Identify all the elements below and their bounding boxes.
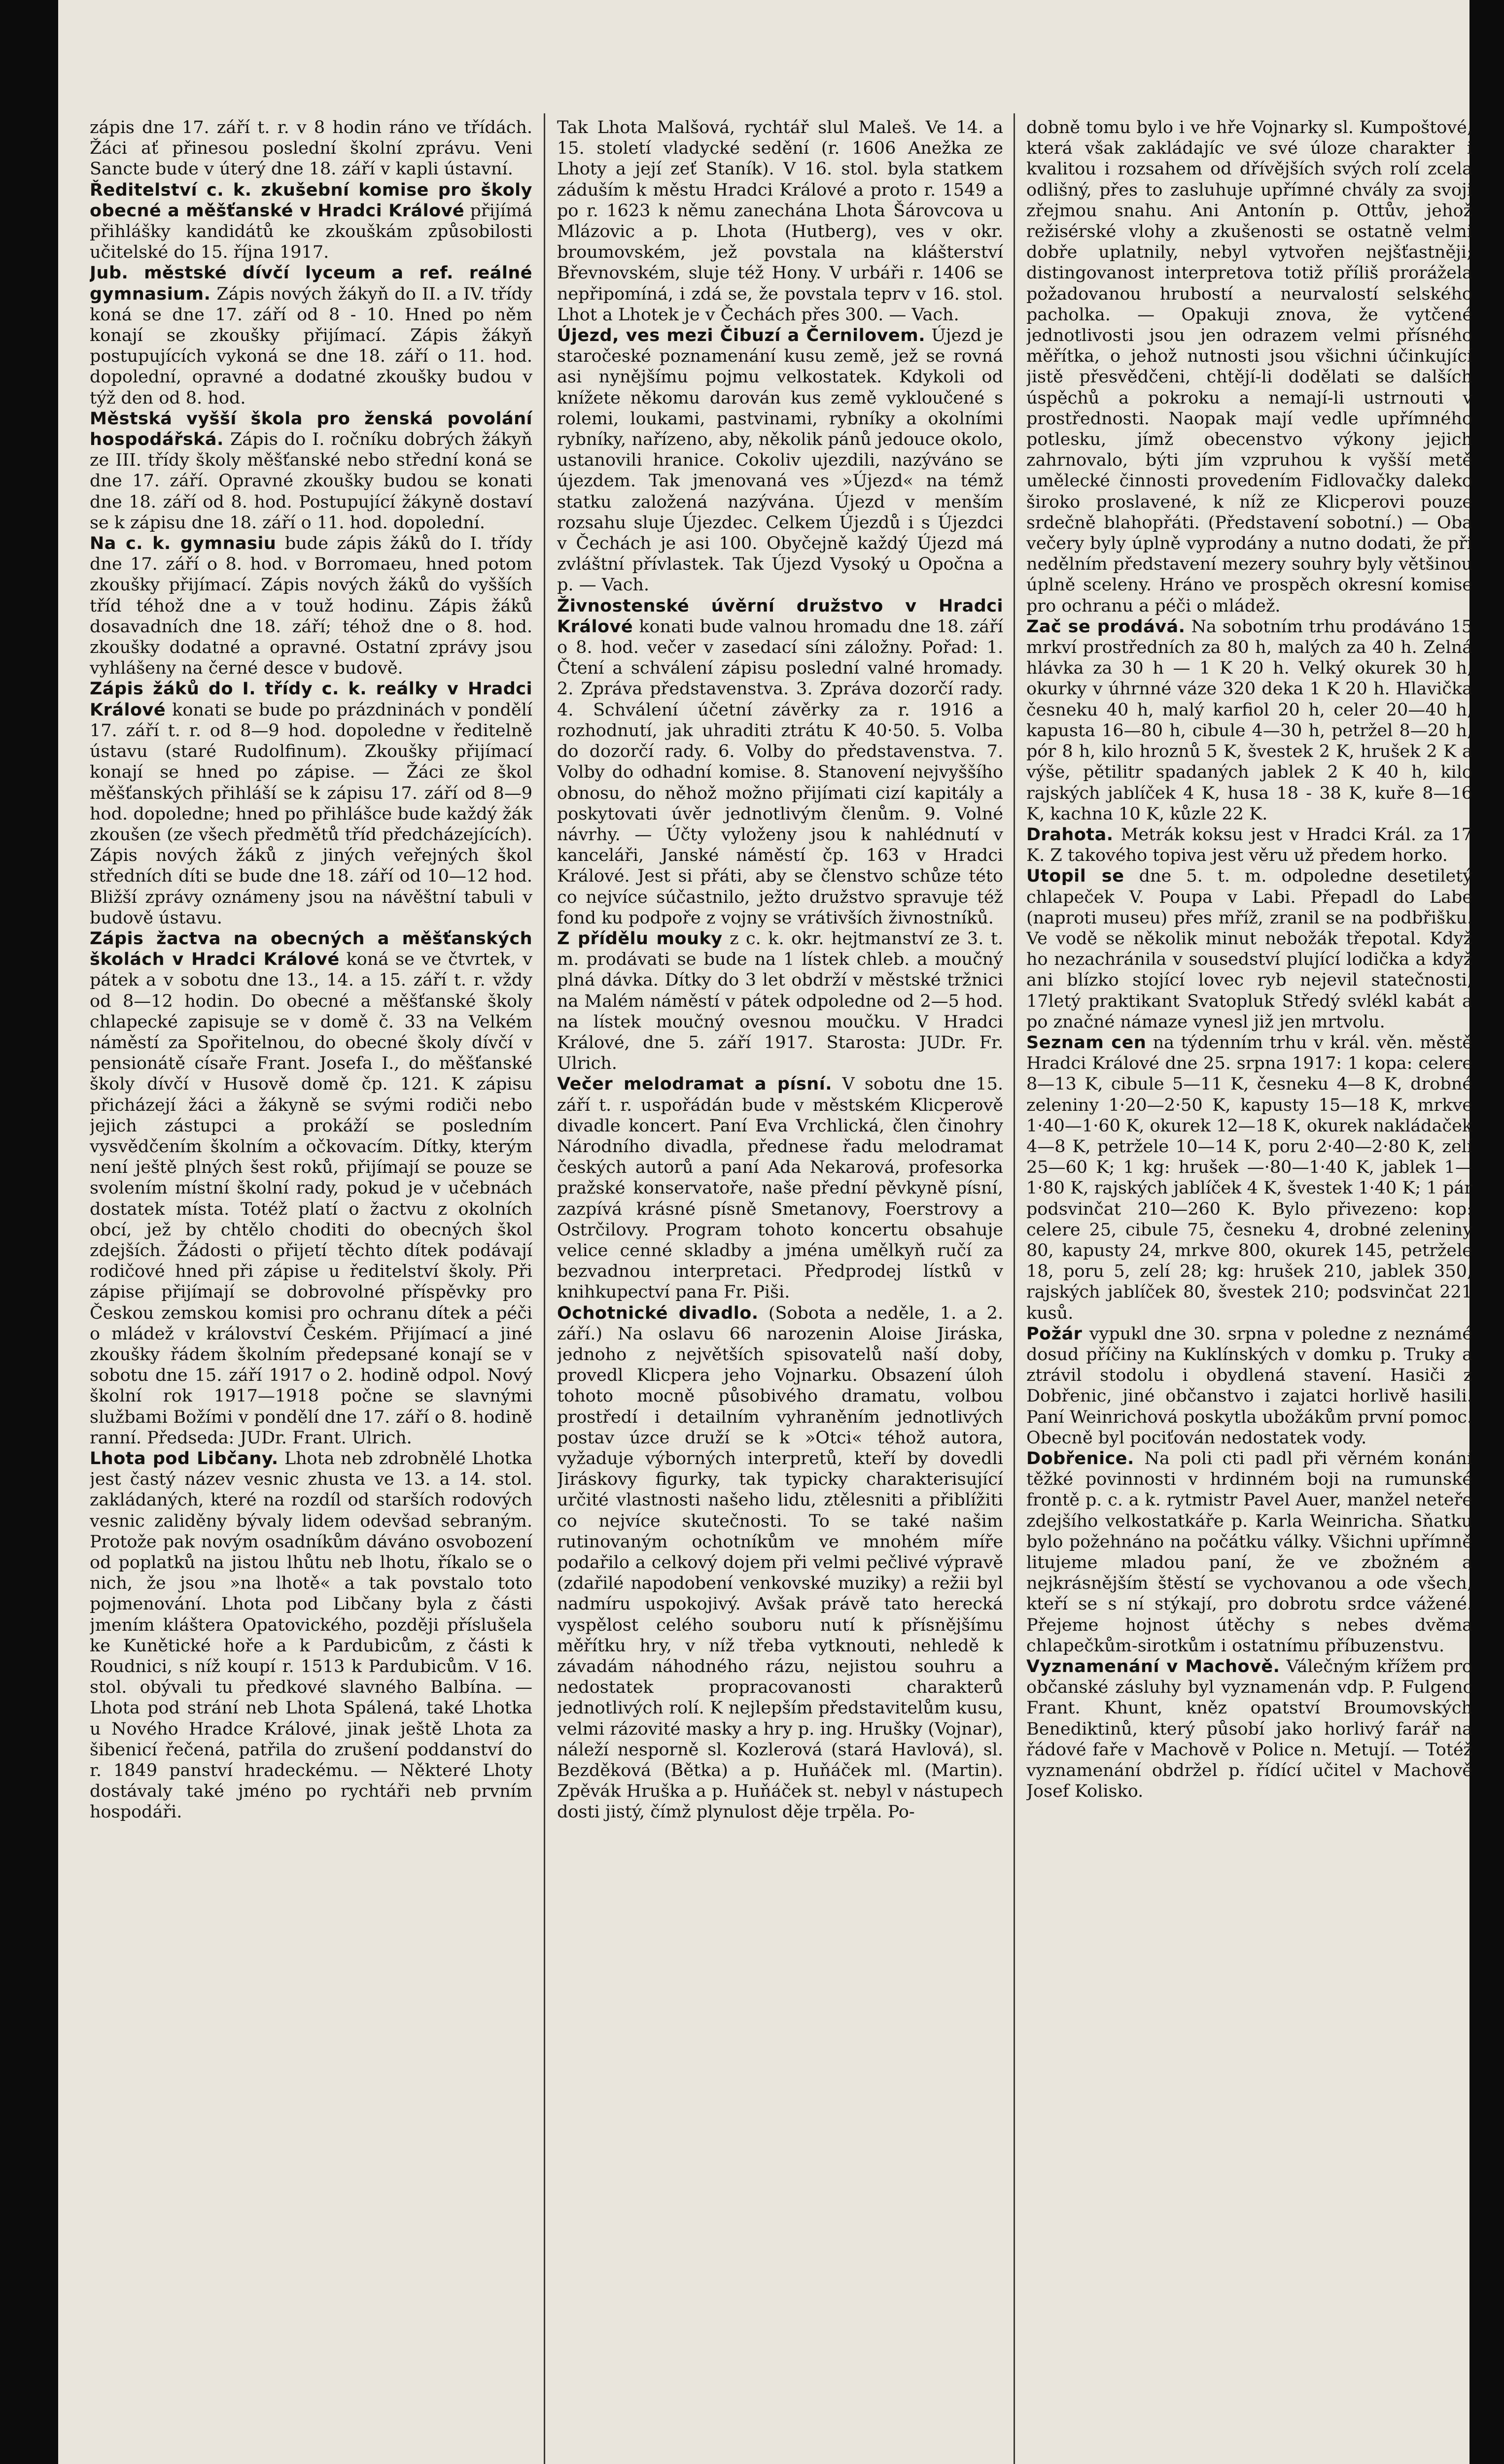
article-paragraph [90,679,532,928]
article-paragraph [90,928,532,1448]
scan-border-right [1469,0,1504,2464]
scan-border-left [0,0,58,2464]
article-heading: Dobřenice. [1026,1449,1134,1469]
article-paragraph [1026,824,1472,866]
article-text: Na poli cti padl při věrném konání těžké povinnosti v hrdinném boji na rumunské frontě p. c. a k. rytmistr Pavel Auer, manžel neteře zdejšího velkostatkáře p. Karla Weinricha. Sňatku bylo požehnáno na počátku války. Všichni upřímně litujeme mladou paní, že ve zbožném a nejkrásnějším štěstí se vychovanou a ode všech, kteří se s ní stýkají, pro dobrotu srdce vážené. Přejeme hojnost útěchy s nebes dvěma chlapečkům-sirotkům i ostatnímu příbuzenstvu. [1026,1449,1472,1656]
article-text: koná se ve čtvrtek, v pátek a v sobotu dne 13., 14. a 15. září t. r. vždy od 8—12 hodin. Do obecné a měšťanské školy chlapecké zapisuje se v domě č. 33 na Velkém náměstí za Spořitelnou, do obecné školy dívčí v pensionátě císaře Frant. Josefa I., do měšťanské školy dívčí v Husově domě čp. 121. K zápisu přicházejí žáci a žákyně se svými rodiči nebo jejich zástupci a prokáží se posledním vysvědčením školním a očkovacím. Dítky, kterým není ještě plných šest roků, přijímají se pouze se svolením místní školní rady, pokud je v učebnách dostatek místa. Totéž platí o žactvu z okolních obcí, jež by chtělo choditi do obecných škol zdejších. Žádosti o přijetí těchto dítek podávají rodičové hned při zápise u ředitelství školy. Při zápise přijímají se dobrovolné příspěvky pro Českou zemskou komisi pro ochranu dítek a péči o mládež v království Českém. Přijímací a jiné zkoušky řádem školním předepsané konají se v sobotu dne 15. září 1917 o 2. hodině odpol. Nový školní rok 1917—1918 počne se slavnými službami Božími v pondělí dne 17. září o 8. hodině ranní. Předseda: JUDr. Frant. Ulrich. [90,950,532,1448]
article-text: přijímá přihlášky kandidátů ke zkouškám způsobilosti učitelské do 15. října 1917. [90,201,532,263]
article-heading: Ředitelství c. k. zkušební komise pro školy obecné a měšťanské v Hradci Králové [90,180,532,221]
article-text: vypukl dne 30. srpna v poledne z neznámé dosud příčiny na Kuklínských v domku p. Truky a ztrávil stodolu i obydlená stavení. Hasiči z Dobřenic, jiné občanstvo i zajatci horlivě hasili. Paní Weinrichová poskytla ubožákům první pomoc. Obecně byl pociťován nedostatek vody. [1026,1324,1472,1448]
article-heading: Živnostenské úvěrní družstvo v Hradci Králové [557,596,1003,637]
article-paragraph [1026,1032,1472,1324]
article-paragraph [1026,117,1472,616]
article-text: (Sobota a neděle, 1. a 2. září.) Na oslavu 66 narozenin Aloise Jiráska, jednoho z největších spisovatelů naší doby, provedl Klicpera jeho Vojnarku. Obsazení úloh tohoto mocně působivého dramatu, volbou prostředí i detailním vyhraněním jednotlivých postav úzce druží se k »Otci« téhož autora, vyžaduje výborných interpretů, kteří by dovedli Jiráskovy figurky, tak typicky charakterisující určité vlastnosti našeho lidu, ztělesniti a přiblížiti co nejvíce skutečnosti. To se také našim rutinovaným ochotníkům ve mnohém míře podařilo a celkový dojem při velmi pečlivé výpravě (zdařilé napodobení venkovské muziky) a režii byl nadmíru uspokojivý. Avšak právě tato herecká vyspělost celého souboru nutí k přísnějšímu měřítku hry, v níž třeba vytknouti, nehledě k závadám náhodného rázu, nejistou souhru a nedostatek propracovanosti charakterů jednotlivých rolí. K nejlepším představitelům kusu, velmi rázovité masky a hry p. ing. Hrušky (Vojnar), náleží nesporně sl. Kozlerová (stará Havlová), sl. Bezděková (Bětka) a p. Huňáček ml. (Martin). Zpěvák Hruška a p. Huňáček st. nebyl v nástupech dosti jistý, čímž plynulost děje trpěla. Po- [557,1303,1003,1822]
article-paragraph [90,409,532,533]
article-heading: Na c. k. gymnasiu [90,534,277,554]
article-paragraph [557,1074,1003,1302]
article-text: bude zápis žáků do I. třídy dne 17. září o 8. hod. v Borromaeu, hned potom zkoušky přijímací. Zápis nových žáků do vyšších tříd téhož dne a v touž hodinu. Zápis žáků dosavadních dne 18. září; téhož dne o 8. hod. zkoušky dodatné a opravné. Ostatní zprávy jsou vyhlášeny na černé desce v budově. [90,534,532,679]
article-heading: Městská vyšší škola pro ženská povolání hospodářská. [90,409,532,450]
text-column-3 [1026,117,1472,2464]
text-column-1 [90,117,532,2464]
article-heading: Požár [1026,1324,1083,1344]
article-heading: Ochotnické divadlo. [557,1303,759,1323]
article-text: dne 5. t. m. odpoledne desetiletý chlapeček V. Poupa v Labi. Přepadl do Labe (naproti museu) přes mříž, zranil se na podbřišku. Ve vodě se několik minut nebožák třepotal. Když ho nezachránila v sousedství plující lodička a když ani blízko stojící lovec ryb nejevil statečnosti, 17letý praktikant Svatopluk Středý svlékl kabát a po značné námaze vynesl již jen mrtvolu. [1026,866,1472,1032]
article-text: dobně tomu bylo i ve hře Vojnarky sl. Kumpoštové, která však zakládajíc ve své úloze charakter i kvalitou i rozsahem od dřívějších svých rolí zcela odlišný, přes to zasluhuje upřímné chvály za svoji zřejmou snahu. Ani Antonín p. Ottův, jehož režisérské vlohy a zkušenosti se ostatně velmi dobře uplatnily, nebyl vytvořen nejšťastněji; distingovanost interpretova totiž příliš prorážela požadovanou hrubostí a neurvalostí selského pacholka. — Opakuji znova, že vytčené jednotlivosti jsou jen odrazem velmi přísného měřítka, o jehož nutnosti jsou všichni účinkující jistě přesvědčeni, chtějí-li dodělati se dalších úspěchů a pokroku a nemají-li ustrnouti v prostřednosti. Naopak mají vedle upřímného potlesku, jímž obecenstvo výkony jejich zahrnovalo, býti jím vzpruhou k vyšší metě umělecké činnosti provedením Fidlovačky daleko široko proslavené, k níž ze Klicperovi pouze srdečně blahopřáti. (Představení sobotní.) — Oba večery byly úplně vyprodány a nutno dodati, že při nedělním představení mezery souhry byly většinou úplně sceleny. Hráno ve prospěch okresní komise pro ochranu a péči o mládež. [1026,118,1472,616]
article-paragraph [557,1303,1003,1823]
article-text: konati se bude po prázdninách v pondělí 17. září t. r. od 8—9 hod. dopoledne v ředitelně ústavu (staré Rudolfinum). Zkoušky přijímací konají se hned po zápise. — Žáci ze škol měšťanských přihláší se k zápisu 17. září od 8—9 hod. dopoledne; hned po přihlášce bude každý žák zkoušen (ze všech předmětů tříd předcházejících). Zápis nových žáků z jiných veřejných škol středních díti se bude dne 18. září od 10—12 hod. Bližší zprávy oznámeny jsou na návěštní tabuli v budově ústavu. [90,700,532,928]
article-heading: Drahota. [1026,824,1114,845]
article-text: zápis dne 17. září t. r. v 8 hodin ráno ve třídách. Žáci ať přinesou poslední školní zprávu. Veni Sancte bude v úterý dne 18. září v kapli ústavní. [90,118,532,179]
article-heading: Zápis žactva na obecných a měšťanských školách v Hradci Králové [90,928,532,970]
article-text: z c. k. okr. hejtmanství ze 3. t. m. prodávati se bude na 1 lístek chleb. a moučný plná dávka. Dítky do 3 let obdrží v městské tržnici na Malém náměstí v pátek odpoledne od 2—5 hod. na lístek moučný ovesnou moučku. V Hradci Králové, dne 5. září 1917. Starosta: JUDr. Fr. Ulrich. [557,928,1003,1074]
article-heading: Večer melodramat a písní. [557,1074,832,1095]
article-heading: Jub. městské dívčí lyceum a ref. reálné gymnasium. [90,263,532,304]
article-heading: Utopil se [1026,866,1124,887]
article-text: Lhota neb zdrobnělé Lhotka jest častý název vesnic zhusta ve 13. a 14. stol. zakládaných, které na rozdíl od starších rodových vesnic zaliděny bývaly lidem odevšad sebraným. Protože pak novým osadníkům dáváno osvobození od poplatků na jistou lhůtu neb lhotu, říkalo se o nich, že jsou »na lhotě« a tak povstalo toto pojmenování. Lhota pod Libčany byla z části jmením kláštera Opatovického, později příslušela ke Kunětické hoře a k Pardubicům, z části k Roudnici, s níž koupí r. 1513 k Pardubicům. V 16. stol. obývali tu předkové slavného Balbína. — Lhota pod strání neb Lhota Spálená, také Lhotka u Nového Hradce Králové, jinak ještě Lhota za šibenicí řečená, patřila do zrušení poddanství do r. 1849 panství hradeckému. — Některé Lhoty dostávaly také jméno po rychtáři neb prvním hospodáři. [90,1449,532,1822]
article-paragraph [1026,1448,1472,1656]
article-text: Metrák koksu jest v Hradci Král. za 17 K. Z takového topiva jest věru už předem horko. [1026,824,1472,866]
article-text: Na sobotním trhu prodáváno 15 mrkví prostředních za 80 h, malých za 40 h. Zelná hlávka za 30 h — 1 K 20 h. Velký okurek 30 h, okurky v úhrnné váze 320 deka 1 K 20 h. Hlavička česneku 40 h, malý karfiol 20 h, celer 20—40 h, kapusta 16—80 h, cibule 4—30 h, petržel 8—20 h, pór 8 h, kilo hroznů 5 K, švestek 2 K, hrušek 2 K a výše, pětilitr spadaných jablek 2 K 40 h, kilo rajských jablíček 4 K, husa 18 - 38 K, kuře 8—16 K, kachna 10 K, kůzle 22 K. [1026,616,1472,824]
article-heading: Z přídělu mouky [557,928,723,949]
article-heading: Vyznamenání v Machově. [1026,1657,1280,1677]
article-paragraph [557,596,1003,928]
article-text: konati bude valnou hromadu dne 18. září o 8. hod. večer v zasedací síni záložny. Pořad: 1. Čtení a schválení zápisu poslední valné hromady. 2. Zpráva představenstva. 3. Zpráva dozorčí rady. 4. Schválení účetní závěrky za r. 1916 a rozhodnutí, jak uhraditi ztrátu K 40·50. 5. Volba do dozorčí rady. 6. Volby do představenstva. 7. Volby do odhadní komise. 8. Stanovení nejvyššího obnosu, do něhož možno přijímati cizí kapitály a poskytovati úvěr jednotlivým členům. 9. Volné návrhy. — Účty vyloženy jsou k nahlédnutí v kanceláři, Janské náměstí čp. 163 v Hradci Králové. Jest si přáti, aby se členstvo schůze této co nejvíce súčastnilo, ježto družstvo spravuje též fond ku podpoře z vojny se vrátivších živnostníků. [557,616,1003,928]
article-text: na týdenním trhu v král. věn. městě Hradci Králové dne 25. srpna 1917: 1 kopa: celere 8—13 K, cibule 5—11 K, česneku 4—8 K, drobné zeleniny 1·20—2·50 K, kapusty 15—18 K, mrkve 1·40—1·60 K, okurek 12—18 K, okurek nakládaček 4—8 K, petržele 10—14 K, poru 2·40—2·80 K, zelí 25—60 K; 1 kg: hrušek —·80—1·40 K, jablek 1—1·80 K, rajských jablíček 4 K, švestek 1·40 K; 1 pár podsvinčat 210—260 K. Bylo přivezeno: kop: celere 25, cibule 75, česneku 4, drobné zeleniny 80, kapusty 24, mrkve 800, okurek 145, petržele 18, poru 5, zelí 28; kg: hrušek 210, jablek 350, rajských jablíček 80, švestek 210; podsvinčat 221 kusů. [1026,1032,1472,1323]
article-text: Tak Lhota Malšová, rychtář slul Maleš. Ve 14. a 15. století vladycké sedění (r. 1606 Anežka ze Lhoty a její zeť Staník). V 16. stol. byla statkem záduším k městu Hradci Králové a proto r. 1549 a po r. 1623 k němu zanechána Lhota Šárovcova u Mlázovic a p. Lhota (Hutberg), ves v okr. broumovském, jež povstala na klášterství Břevnovském, sluje též Hony. V urbáři r. 1406 se nepřipomíná, i zdá se, že povstala teprv v 16. stol. Lhot a Lhotek je v Čechách přes 300. — Vach. [557,118,1003,325]
article-paragraph [90,117,532,180]
article-paragraph [1026,866,1472,1032]
article-heading: Újezd, ves mezi Čibuzí a Černilovem. [557,326,925,346]
article-paragraph [90,180,532,263]
article-text: V sobotu dne 15. září t. r. uspořádán bude v městském Klicperově divadle koncert. Paní Eva Vrchlická, člen činohry Národního divadla, přednese řadu melodramat českých autorů a paní Ada Nekarová, profesorka pražské konservatoře, naše přední pěvkyně písní, zazpívá krásné písně Smetanovy, Foerstrovy a Ostrčilovy. Program tohoto koncertu obsahuje velice cenné skladby a jména umělkyň ručí za bezvadnou interpretaci. Předprodej lístků v knihkupectví pana Fr. Piši. [557,1074,1003,1302]
article-paragraph [1026,616,1472,824]
article-text: Újezd je staročeské poznamenání kusu země, jež se rovná asi nynějšímu pojmu velkostatek. Kdykoli od knížete někomu darován kus země vykloučené s rolemi, loukami, pastvinami, rybníky a okolními rybníky, nařízeno, aby, několik pánů jedouce okolo, ustanovili hranice. Cokoliv ujezdili, nazýváno se újezdem. Tak jmenovaná ves »Újezd« na témž statku založená nazývána. Újezd v menším rozsahu sluje Újezdec. Celkem Újezdů i s Újezdci v Čechách je asi 100. Obyčejně každý Újezd má zvláštní přívlastek. Tak Újezd Vysoký u Opočna a p. — Vach. [557,326,1003,595]
article-heading: Lhota pod Libčany. [90,1449,279,1469]
article-paragraph [557,928,1003,1074]
article-paragraph [557,117,1003,325]
article-heading: Zač se prodává. [1026,616,1186,637]
article-paragraph [90,263,532,408]
article-paragraph [90,1448,532,1823]
text-column-2 [557,117,1003,2464]
article-text: Zápis do I. ročníku dobrých žákyň ze III. třídy školy měšťanské nebo střední koná se dne 17. září. Opravné zkoušky budou se konati dne 18. září od 8. hod. Postupující žákyně dostaví se k zápisu dne 18. září o 11. hod. dopolední. [90,430,532,533]
article-paragraph [90,533,532,679]
article-paragraph [557,325,1003,596]
article-paragraph [1026,1324,1472,1448]
article-heading: Seznam cen [1026,1032,1147,1053]
article-heading: Zápis žáků do I. třídy c. k. reálky v Hradci Králové [90,679,532,720]
column-rule-2 [1014,113,1015,2464]
article-text: Zápis nových žákyň do II. a IV. třídy koná se dne 17. září od 8 - 10. Hned po něm konají se zkoušky přijímací. Zápis žákyň postupujících vykoná se dne 18. září o 11. hod. dopolední, opravné a dodatné zkoušky budou v týž den od 8. hod. [90,284,532,408]
article-text: Válečným křížem pro občanské zásluhy byl vyznamenán vdp. P. Fulgenc Frant. Khunt, kněz opatství Broumovských Benediktinů, který působí jako horlivý farář na řádové faře v Machově v Police n. Metují. — Totéž vyznamenání obdržel p. řídící učitel v Machově Josef Kolisko. [1026,1657,1472,1802]
article-paragraph [1026,1656,1472,1802]
column-rule-1 [544,113,545,2464]
